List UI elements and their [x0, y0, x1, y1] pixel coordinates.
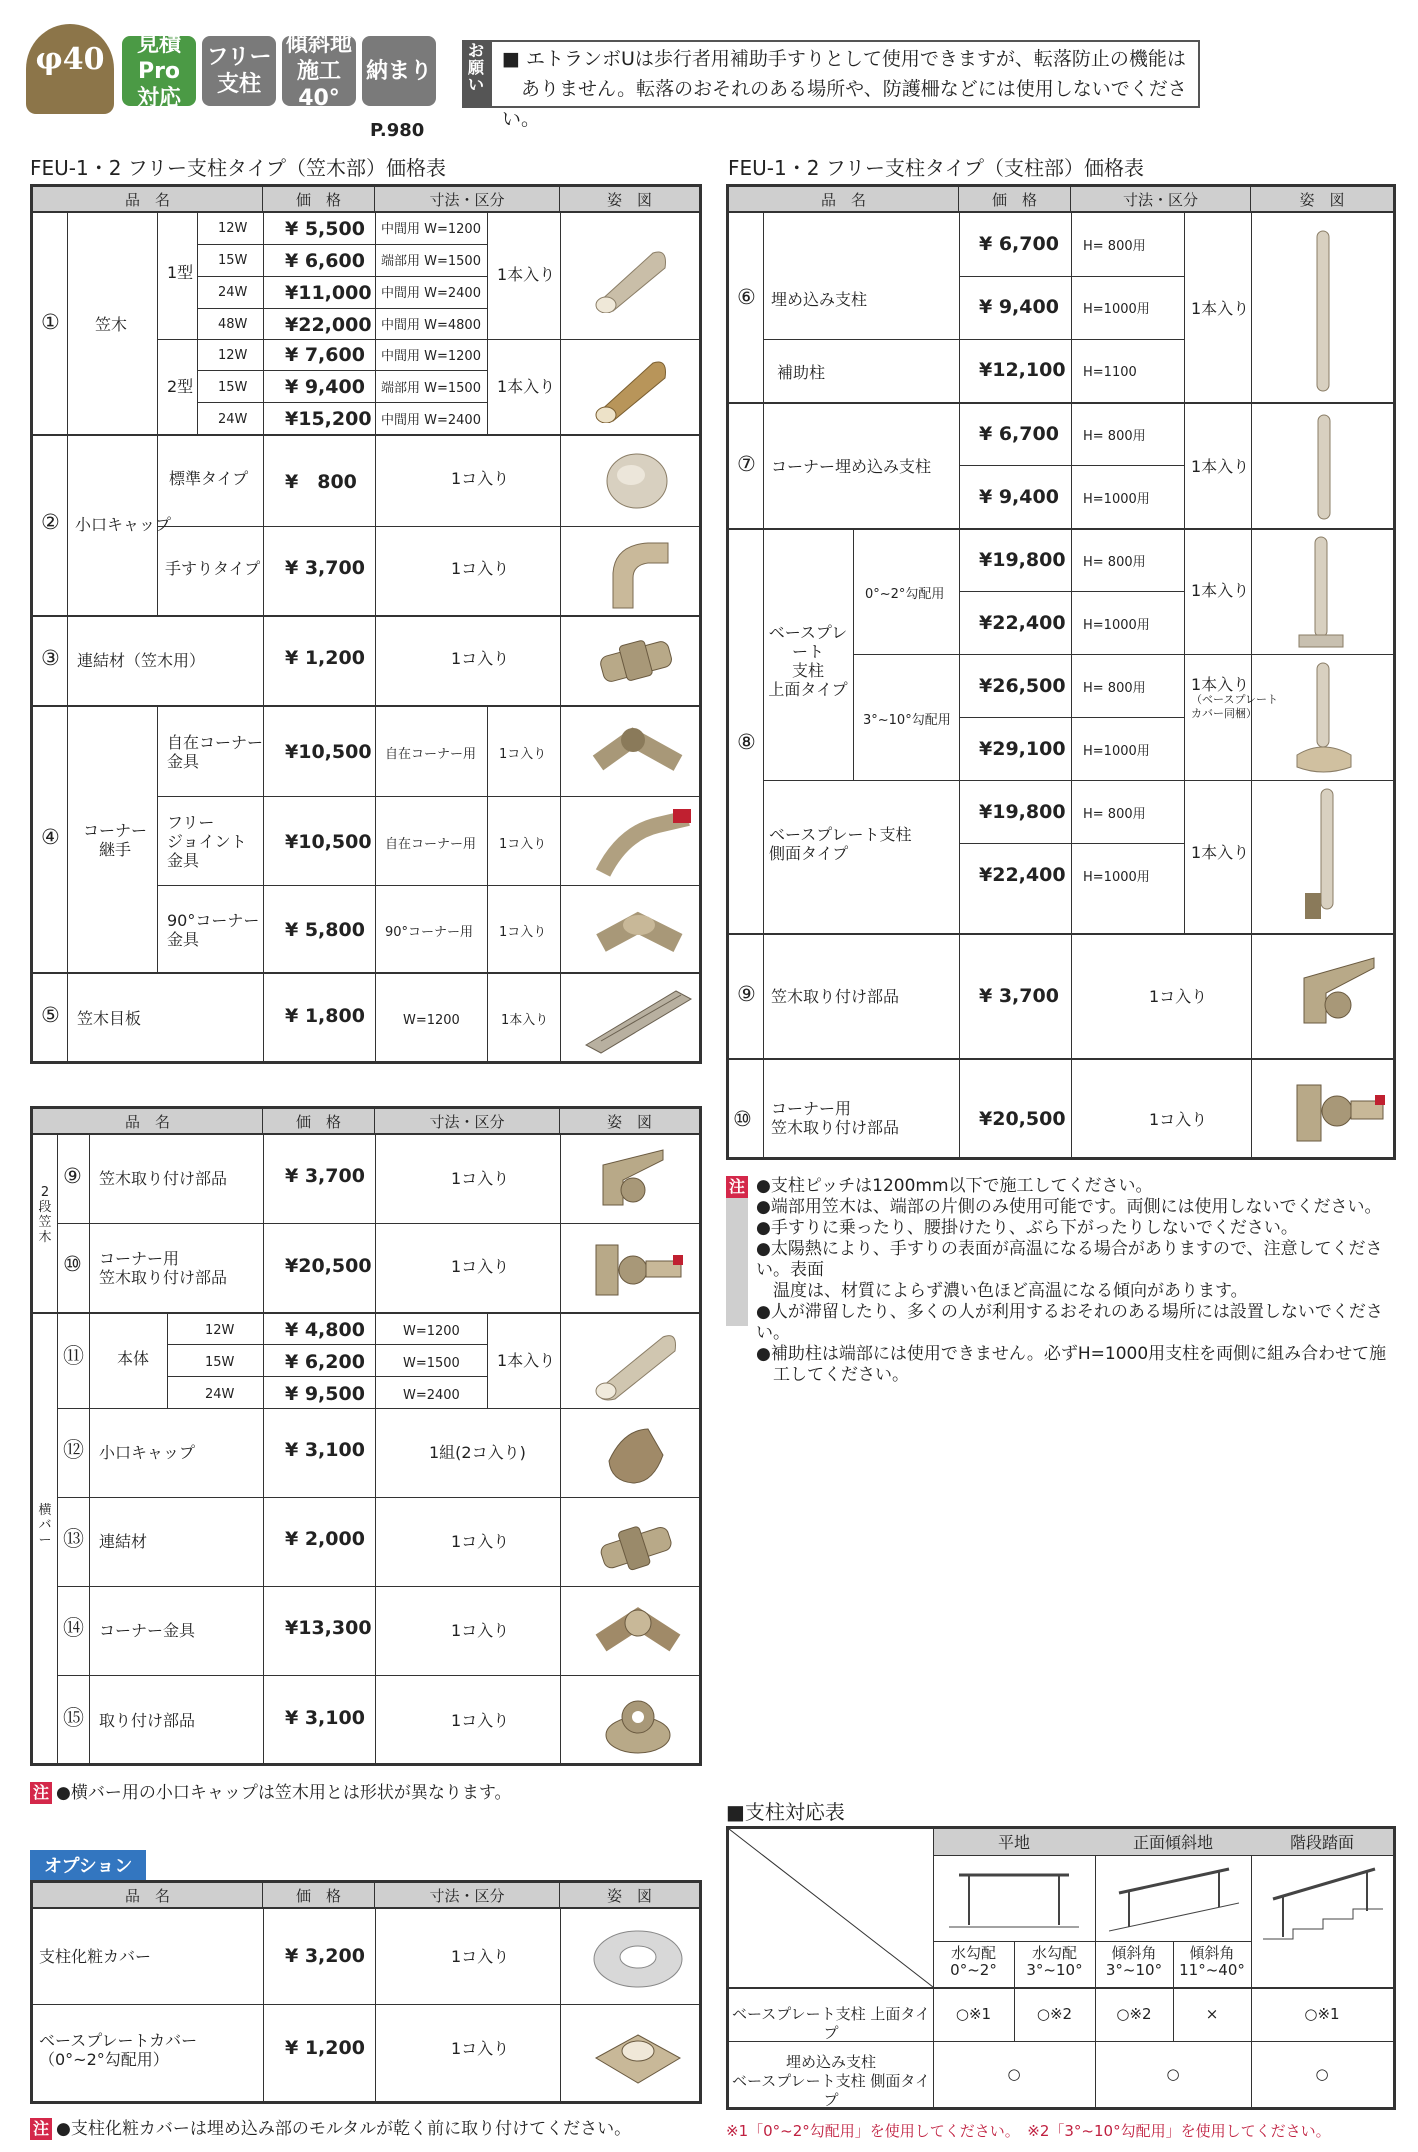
size: H= 800用 [1083, 429, 1146, 444]
corner-90: 90°コーナー 金具 [167, 911, 260, 949]
item-name: コーナー用 笠木取り付け部品 [99, 1249, 228, 1287]
size: 中間用 W=1200 [381, 222, 481, 237]
item-name: 本体 [117, 1349, 150, 1368]
qty-note: （ベースプレート カバー同梱） [1191, 693, 1279, 720]
w-label: 12W [218, 348, 248, 363]
price: ¥22,000 [285, 314, 372, 336]
col-name: 品 名 [33, 187, 263, 211]
compat-slope: 正面傾斜地 [1132, 1833, 1213, 1852]
size: W=1200 [403, 1013, 460, 1028]
qty: 1コ入り [451, 469, 510, 488]
qty: 1コ入り [1149, 987, 1208, 1006]
corner-free: 自在コーナー 金具 [167, 733, 264, 771]
sub-flat-3-10: 水勾配 3°~10° [1026, 1944, 1083, 1979]
size: 自在コーナー用 [385, 837, 477, 852]
size: H=1000用 [1083, 618, 1150, 633]
bar-body-image [593, 1325, 683, 1403]
free-joint: フリー ジョイント 金具 [167, 813, 247, 870]
item-num-14: ⑭ [63, 1616, 84, 1640]
sub-slope-3-10: 傾斜角 3°~10° [1105, 1944, 1163, 1979]
corner-bracket-image-r [1289, 1073, 1389, 1151]
size: 中間用 W=1200 [381, 349, 481, 364]
qty: 1コ入り [451, 1711, 510, 1730]
compat-row-embed: 埋め込み支柱 ベースプレート支柱 側面タイプ [731, 2053, 931, 2109]
post-cover-image [588, 1921, 688, 1993]
price: ¥26,500 [979, 675, 1066, 697]
price: ¥12,100 [979, 359, 1066, 381]
kasagi-type1-image [593, 243, 673, 313]
compat-stairs: 階段踏面 [1289, 1833, 1354, 1852]
item-name-joint: 連結材（笠木用） [77, 651, 206, 670]
option-note: ●支柱化粧カバーは埋め込み部のモルタルが乾く前に取り付けてください。 [56, 2119, 632, 2139]
size: 90°コーナー用 [385, 925, 474, 940]
qty: 1コ入り [451, 1532, 510, 1551]
notice-tag: お 願 い [462, 40, 490, 108]
item-num-9: ⑨ [63, 1164, 82, 1188]
qty: 1コ入り [451, 1169, 510, 1188]
sub-flat-0-2: 水勾配 0°~2° [950, 1944, 997, 1979]
left-table-body [33, 213, 699, 1061]
price: ¥13,300 [285, 1617, 372, 1639]
price: ¥20,500 [979, 1108, 1066, 1130]
left-price-table [30, 184, 702, 1064]
item-name-kasagi: 笠木 [95, 315, 128, 334]
joint-image [593, 628, 683, 688]
item-num-2: ② [41, 510, 60, 534]
right-note-tag: 注 [726, 1176, 748, 1198]
price: ¥ 1,200 [285, 2037, 365, 2059]
option-name: ベースプレートカバー （0°~2°勾配用） [39, 2031, 198, 2069]
compat-cell: ○ [1166, 2065, 1180, 2083]
price: ¥10,500 [285, 831, 372, 853]
right-price-table [726, 184, 1396, 1160]
slope-badge: 傾斜地 施工40° [282, 36, 356, 106]
base-cover-image [588, 2013, 688, 2093]
item-num-8: ⑧ [737, 730, 756, 754]
free-corner-image [588, 718, 688, 788]
size: H= 800用 [1083, 681, 1146, 696]
group-two-tier: 2 段 笠 木 [38, 1185, 52, 1245]
compat-title: ■支柱対応表 [726, 1800, 845, 1824]
col-fig: 姿 図 [606, 1113, 652, 1131]
w-label: 15W [218, 380, 248, 395]
plate-image [581, 983, 696, 1055]
price: ¥ 7,600 [285, 344, 365, 366]
qty: 1本入り [497, 377, 556, 396]
col-name: 品 名 [33, 1109, 263, 1133]
price: ¥ 2,000 [285, 1528, 365, 1550]
price: ¥ 1,800 [285, 1005, 365, 1027]
price: ¥10,500 [285, 741, 372, 763]
col-fig: 姿 図 [606, 191, 652, 209]
item-name: 笠木取り付け部品 [99, 1169, 228, 1188]
cap-standard: 標準タイプ [169, 469, 249, 488]
size: H=1000用 [1083, 744, 1150, 759]
option-table [30, 1880, 702, 2104]
col-price: 価 格 [263, 1109, 375, 1133]
bar-mount-image [598, 1687, 678, 1757]
bar-joint-image [593, 1515, 683, 1577]
size: H=1100 [1083, 365, 1137, 380]
qty: 1コ入り [451, 1621, 510, 1640]
compat-cell: ○※1 [955, 2005, 992, 2023]
angle-group: 3°~10°勾配用 [863, 713, 951, 728]
elbow-cap-image [603, 533, 683, 613]
item-name-cap: 小口キャップ [75, 515, 172, 534]
item-name: 笠木取り付け部品 [771, 987, 900, 1006]
item-num-12: ⑫ [63, 1438, 84, 1462]
price: ¥ 5,500 [285, 218, 365, 240]
price: ¥ 800 [285, 471, 357, 493]
corner-bracket-image [588, 1235, 688, 1305]
qty: 1本入り [497, 1351, 556, 1370]
free-post-badge: フリー 支柱 [202, 36, 276, 106]
type2-label: 2型 [167, 377, 194, 396]
qty: 1本入り [1191, 675, 1250, 694]
fit-badge: 納まり [362, 36, 436, 106]
price: ¥ 9,400 [979, 486, 1059, 508]
item-name: コーナー埋め込み支柱 [771, 457, 932, 476]
price: ¥19,800 [979, 801, 1066, 823]
item-name: コーナー金具 [99, 1621, 196, 1640]
price: ¥29,100 [979, 738, 1066, 760]
cap-handrail: 手すりタイプ [165, 559, 261, 578]
mid-note-tag: 注 [30, 1782, 52, 1804]
item-name: 埋め込み支柱 [771, 290, 868, 309]
qty: 1コ入り [499, 747, 547, 762]
item-num-3: ③ [41, 646, 60, 670]
qty: 1コ入り [1149, 1110, 1208, 1129]
option-name: 支柱化粧カバー [39, 1947, 152, 1966]
item-name-aux: 補助柱 [777, 363, 826, 382]
type1-label: 1型 [167, 263, 194, 282]
price: ¥19,800 [979, 549, 1066, 571]
price: ¥ 3,100 [285, 1439, 365, 1461]
price: ¥ 1,200 [285, 647, 365, 669]
size: H=1000用 [1083, 302, 1150, 317]
item-num-9r: ⑨ [737, 982, 756, 1006]
item-name: 連結材 [99, 1532, 148, 1551]
cap-image [603, 449, 673, 513]
price: ¥22,400 [979, 612, 1066, 634]
qty: 1コ入り [451, 649, 510, 668]
qty: 1コ入り [451, 1257, 510, 1276]
col-fig: 姿 図 [1299, 191, 1345, 209]
size: W=1200 [403, 1324, 460, 1339]
free-joint-image [588, 803, 698, 883]
price: ¥ 6,700 [979, 423, 1059, 445]
bracket-image [593, 1145, 673, 1215]
mid-note: ●横バー用の小口キャップは笠木用とは形状が異なります。 [56, 1783, 512, 1803]
col-price: 価 格 [263, 187, 375, 211]
size: 中間用 W=2400 [381, 413, 481, 428]
item-num-4: ④ [41, 825, 60, 849]
size: H=1000用 [1083, 492, 1150, 507]
compat-cell: ○ [1007, 2065, 1021, 2083]
qty: 1組(2コ入り) [429, 1443, 526, 1462]
qty: 1本入り [1191, 581, 1250, 600]
item-num-1: ① [41, 310, 60, 334]
right-notes: ●支柱ピッチは1200mm以下で施工してください。 ●端部用笠木は、端部の片側のみ使用可能です。両側には使用しないでください。 ●手すりに乗ったり、腰掛けたり、ぶら下がったりしないでください。 ●太陽熱により、手すりの表面が高温になる場合がありますので、注意してください。表面 温度は、材質によらず濃い色ほど高温になる傾向があります。 ●人が滞留したり、多くの人が利用するおそれのある場所には設置しないでください。 ●補助柱は端部には使用できません。必ずH=1000用支柱を両側に組み合わせて施 工してください。 [756, 1176, 1387, 1385]
qty: 1本入り [1191, 457, 1250, 476]
col-price: 価 格 [959, 187, 1071, 211]
compat-footnote: ※1「0°~2°勾配用」を使用してください。 ※2「3°~10°勾配用」を使用してください。 [726, 2122, 1331, 2140]
w-label: 12W [218, 221, 248, 236]
diameter-badge: φ40 [26, 24, 114, 114]
kasagi-type2-image [593, 353, 673, 423]
w-label: 15W [218, 253, 248, 268]
bracket-image-r [1294, 953, 1384, 1033]
price: ¥ 5,800 [285, 919, 365, 941]
item-name: 取り付け部品 [99, 1711, 196, 1730]
size: W=1500 [403, 1356, 460, 1371]
w-label: 24W [218, 285, 248, 300]
item-num-11: ⑪ [63, 1344, 84, 1368]
compat-cell: ○※2 [1116, 2005, 1152, 2023]
item-name-side: ベースプレート支柱 側面タイプ [769, 825, 912, 863]
item-num-10r: ⑩ [733, 1107, 752, 1131]
compat-flat: 平地 [997, 1833, 1030, 1852]
right-table-body [729, 213, 1393, 1157]
corner-post-image [1311, 409, 1337, 523]
col-price: 価 格 [263, 1883, 375, 1907]
col-size: 寸法・区分 [1071, 187, 1251, 211]
option-table-body [33, 1909, 699, 2101]
w-label: 24W [205, 1387, 235, 1402]
compat-row-top: ベースプレート支柱 上面タイプ [731, 2005, 931, 2042]
qty: 1本入り [497, 265, 556, 284]
qty: 1本入り [1191, 299, 1250, 318]
price: ¥ 9,400 [285, 376, 365, 398]
item-name: ベースプレート 支柱 上面タイプ [768, 623, 848, 699]
item-num-6: ⑥ [737, 285, 756, 309]
size: W=2400 [403, 1388, 460, 1403]
w-label: 15W [205, 1355, 235, 1370]
price: ¥ 9,500 [285, 1383, 365, 1405]
price: ¥ 3,100 [285, 1707, 365, 1729]
item-name-corner: コーナー 継手 [82, 821, 147, 859]
price: ¥ 3,700 [285, 557, 365, 579]
qty: 1コ入り [499, 837, 547, 852]
w-label: 12W [205, 1323, 235, 1338]
sub-price-table [30, 1106, 702, 1766]
col-name: 品 名 [729, 187, 959, 211]
sub-table-body [33, 1135, 699, 1763]
side-post-image [1299, 785, 1359, 925]
price: ¥ 4,800 [285, 1319, 365, 1341]
qty: 1コ入り [451, 559, 510, 578]
item-num-10: ⑩ [63, 1252, 82, 1276]
price: ¥ 6,200 [285, 1351, 365, 1373]
base-post-cover-image [1289, 659, 1359, 775]
col-fig: 姿 図 [606, 1887, 652, 1905]
price: ¥20,500 [285, 1255, 372, 1277]
size: 自在コーナー用 [385, 747, 477, 762]
price: ¥22,400 [979, 864, 1066, 886]
right-table-title: FEU-1・2 フリー支柱タイプ（支柱部）価格表 [728, 156, 1145, 180]
size: 中間用 W=2400 [381, 286, 481, 301]
slope-diagram [1109, 1863, 1239, 1935]
compat-cell: ○※1 [1304, 2005, 1340, 2023]
qty: 1本入り [501, 1013, 549, 1028]
compat-cell: ○※2 [1036, 2005, 1073, 2023]
group-horizontal-bar: 横 バ ー [38, 1503, 52, 1548]
left-table-title: FEU-1・2 フリー支柱タイプ（笠木部）価格表 [30, 156, 447, 180]
post-image [1311, 225, 1335, 395]
col-name: 品 名 [33, 1883, 263, 1907]
item-num-7: ⑦ [737, 452, 756, 476]
estimate-pro-badge: 見積Pro 対応 [122, 36, 196, 106]
note-bar [726, 1198, 748, 1326]
angle-group: 0°~2°勾配用 [865, 587, 945, 602]
price: ¥ 3,200 [285, 1945, 365, 1967]
item-name: コーナー用 笠木取り付け部品 [771, 1099, 900, 1137]
w-label: 24W [218, 412, 248, 427]
price: ¥ 6,600 [285, 250, 365, 272]
base-post-image [1291, 533, 1351, 651]
stairs-diagram [1263, 1863, 1383, 1943]
bar-cap-image [603, 1425, 673, 1487]
col-size: 寸法・区分 [375, 1109, 560, 1133]
option-note-tag: 注 [30, 2118, 52, 2140]
compat-cell: ○ [1315, 2065, 1329, 2083]
size: H= 800用 [1083, 239, 1146, 254]
price: ¥ 9,400 [979, 296, 1059, 318]
compat-diagonal [729, 1829, 933, 1987]
option-label: オプション [30, 1850, 146, 1880]
price: ¥ 3,700 [285, 1165, 365, 1187]
qty: 1コ入り [499, 925, 547, 940]
corner-90-image [593, 903, 688, 963]
size: 中間用 W=4800 [381, 318, 481, 333]
size: 端部用 W=1500 [381, 381, 481, 396]
size: H=1000用 [1083, 870, 1150, 885]
qty: 1コ入り [451, 2039, 510, 2058]
page-reference: P.980 [370, 120, 425, 141]
price: ¥ 6,700 [979, 233, 1059, 255]
qty: 1本入り [1191, 843, 1250, 862]
sub-slope-11-40: 傾斜角 11°~40° [1179, 1944, 1245, 1979]
col-size: 寸法・区分 [375, 187, 560, 211]
size: 端部用 W=1500 [381, 254, 481, 269]
w-label: 48W [218, 317, 248, 332]
size: H= 800用 [1083, 555, 1146, 570]
flat-diagram [949, 1865, 1079, 1935]
compat-cell: × [1205, 2005, 1219, 2023]
price: ¥11,000 [285, 282, 372, 304]
compat-table [726, 1826, 1396, 2110]
bar-corner-image [593, 1601, 683, 1665]
item-num-15: ⑮ [63, 1706, 84, 1730]
notice-text: ■ エトランボUは歩行者用補助手すりとして使用できますが、転落防止の機能は ありません。転落のおそれのある場所や、防護柵などには使用しないでください。 [490, 40, 1200, 108]
col-size: 寸法・区分 [375, 1883, 560, 1907]
price: ¥ 3,700 [979, 985, 1059, 1007]
size: H= 800用 [1083, 807, 1146, 822]
item-num-13: ⑬ [63, 1527, 84, 1551]
price: ¥15,200 [285, 408, 372, 430]
item-name: 小口キャップ [99, 1443, 196, 1462]
item-num-5: ⑤ [41, 1003, 60, 1027]
item-name-plate: 笠木目板 [77, 1009, 142, 1028]
qty: 1コ入り [451, 1947, 510, 1966]
